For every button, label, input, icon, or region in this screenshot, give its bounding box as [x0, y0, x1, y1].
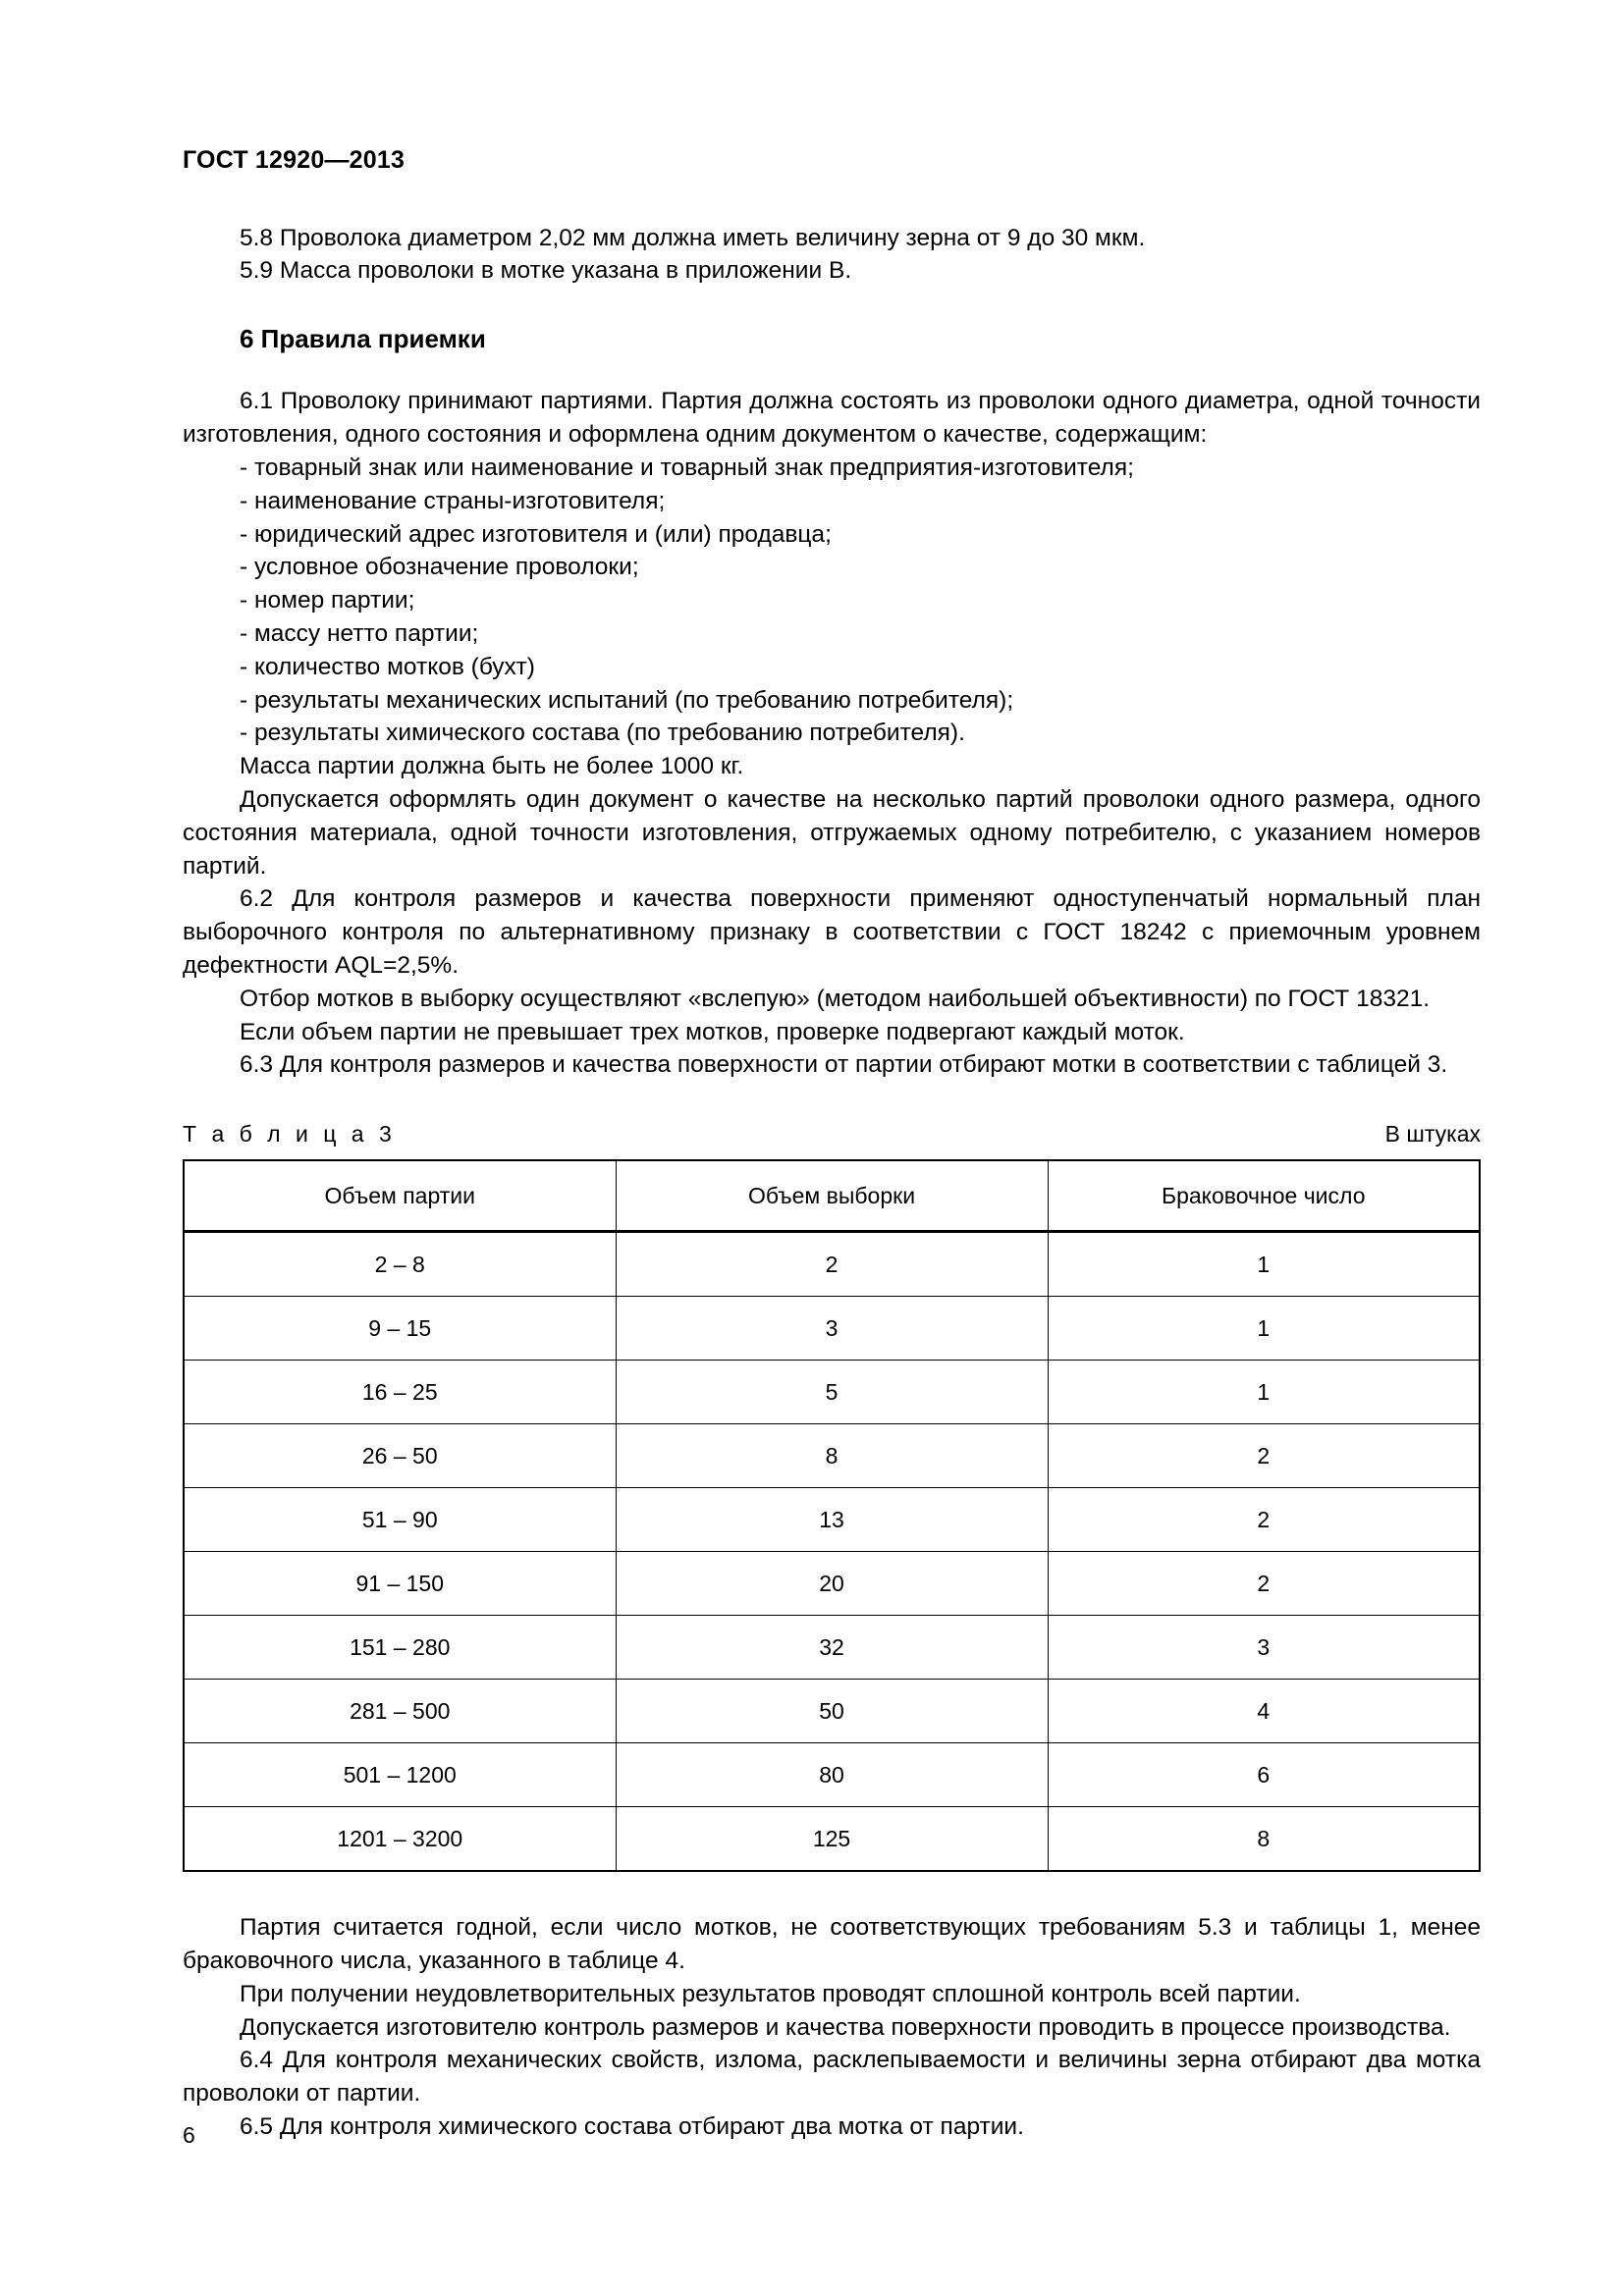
table-row [184, 1743, 1480, 1807]
page-content [183, 145, 1481, 2144]
standard-header: ГОСТ 12920—2013 [183, 146, 406, 174]
paragraph-batch-acceptance: Партия считается годной, если число мотков, не соответствующих требованиям 5.3 и таблицы 1, менее браковочного числа, указанного в таблице 4. [183, 1914, 1481, 1974]
cell-rejection-number: 2 [1048, 1424, 1480, 1488]
paragraph-6-3: 6.3 Для контроля размеров и качества поверхности от партии отбирают мотки в соответствии с таблицей 3. [240, 1051, 1448, 1079]
column-header-lot-size: Объем партии [184, 1160, 616, 1232]
cell-lot-size: 16 – 25 [184, 1361, 616, 1424]
batch-mass-line: Масса партии должна быть не более 1000 кг. [240, 753, 744, 780]
table-row [184, 1552, 1480, 1616]
list-item: - юридический адрес изготовителя и (или) продавца; [240, 520, 832, 548]
cell-sample-size: 13 [616, 1488, 1048, 1552]
table-caption: Т а б л и ц а 3 [183, 1121, 397, 1148]
table-header-row [184, 1160, 1480, 1232]
paragraph-single-document: Допускается оформлять один документ о качестве на несколько партий проволоки одного размера, одного состояния материала, одной точности изготовления, отгружаемых одному потребителю, с указанием номеров партий. [183, 785, 1481, 880]
list-item: - товарный знак или наименование и товарный знак предприятия-изготовителя; [240, 454, 1134, 482]
page-number: 6 [183, 2122, 195, 2148]
table-3-sampling [183, 1159, 1481, 1872]
list-item: - условное обозначение проволоки; [240, 554, 639, 581]
list-item: - номер партии; [240, 587, 415, 614]
cell-sample-size: 20 [616, 1552, 1048, 1616]
cell-rejection-number: 4 [1048, 1680, 1480, 1743]
cell-sample-size: 5 [616, 1361, 1048, 1424]
cell-sample-size: 80 [616, 1743, 1048, 1807]
column-header-rejection-number: Браковочное число [1048, 1160, 1480, 1232]
paragraph-three-coils: Если объем партии не превышает трех мотков, проверке подвергают каждый моток. [240, 1018, 1185, 1045]
cell-rejection-number: 8 [1048, 1807, 1480, 1872]
cell-sample-size: 2 [616, 1232, 1048, 1297]
cell-sample-size: 50 [616, 1680, 1048, 1743]
table-row [184, 1232, 1480, 1297]
column-header-sample-size: Объем выборки [616, 1160, 1048, 1232]
table-row [184, 1488, 1480, 1552]
table-row [184, 1361, 1480, 1424]
table-row [184, 1680, 1480, 1743]
cell-lot-size: 501 – 1200 [184, 1743, 616, 1807]
paragraph-6-4: 6.4 Для контроля механических свойств, излома, расклепываемости и величины зерна отбирают два мотка проволоки от партии. [183, 2047, 1481, 2108]
list-item: - результаты механических испытаний (по требованию потребителя); [240, 686, 1014, 714]
cell-lot-size: 91 – 150 [184, 1552, 616, 1616]
table-caption-row [183, 1121, 1481, 1148]
cell-rejection-number: 1 [1048, 1361, 1480, 1424]
cell-lot-size: 281 – 500 [184, 1680, 616, 1743]
cell-lot-size: 26 – 50 [184, 1424, 616, 1488]
table-row [184, 1616, 1480, 1680]
paragraph-6-1: 6.1 Проволоку принимают партиями. Партия должна состоять из проволоки одного диаметра, одной точности изготовления, одного состояния и оформлена одним документом о качестве, содержащим: [183, 388, 1481, 449]
quality-document-bullets [183, 452, 1481, 750]
list-item: - наименование страны-изготовителя; [240, 487, 666, 514]
list-item: - результаты химического состава (по требованию потребителя). [240, 720, 965, 747]
clause-5-9: 5.9 Масса проволоки в мотке указана в приложении В. [240, 257, 852, 285]
paragraph-manufacturer-control: Допускается изготовителю контроль размеров и качества поверхности проводить в процессе производства. [240, 2013, 1451, 2041]
after-table-text [183, 1911, 1481, 2144]
table-row [184, 1807, 1480, 1872]
cell-lot-size: 51 – 90 [184, 1488, 616, 1552]
paragraph-6-5: 6.5 Для контроля химического состава отбирают два мотка от партии. [240, 2112, 1024, 2140]
cell-sample-size: 32 [616, 1616, 1048, 1680]
table-row [184, 1297, 1480, 1361]
list-item: - массу нетто партии; [240, 620, 479, 647]
table-body [184, 1232, 1480, 1872]
cell-lot-size: 9 – 15 [184, 1297, 616, 1361]
cell-lot-size: 151 – 280 [184, 1616, 616, 1680]
cell-lot-size: 2 – 8 [184, 1232, 616, 1297]
cell-sample-size: 3 [616, 1297, 1048, 1361]
cell-lot-size: 1201 – 3200 [184, 1807, 616, 1872]
paragraph-unsatisfactory-results: При получении неудовлетворительных результатов проводят сплошной контроль всей партии. [240, 1980, 1301, 2007]
paragraph-coil-selection: Отбор мотков в выборку осуществляют «вслепую» (методом наибольшей объективности) по ГОСТ 18321. [240, 985, 1431, 1012]
clause-5-8: 5.8 Проволока диаметром 2,02 мм должна иметь величину зерна от 9 до 30 мкм. [240, 225, 1146, 251]
cell-rejection-number: 6 [1048, 1743, 1480, 1807]
paragraph-6-2: 6.2 Для контроля размеров и качества поверхности применяют одноступенчатый нормальный план выборочного контроля по альтернативному признаку в соответствии с ГОСТ 18242 с приемочным уровнем дефектности AQL=2,5%. [183, 885, 1481, 979]
list-item: - количество мотков (бухт) [240, 653, 535, 680]
cell-rejection-number: 1 [1048, 1232, 1480, 1297]
section-heading-6: 6 Правила приемки [240, 323, 486, 353]
cell-rejection-number: 3 [1048, 1616, 1480, 1680]
table-row [184, 1424, 1480, 1488]
cell-rejection-number: 1 [1048, 1297, 1480, 1361]
table-head [184, 1160, 1480, 1232]
table-units-label: В штуках [1384, 1121, 1481, 1148]
cell-sample-size: 125 [616, 1807, 1048, 1872]
cell-rejection-number: 2 [1048, 1488, 1480, 1552]
cell-sample-size: 8 [616, 1424, 1048, 1488]
cell-rejection-number: 2 [1048, 1552, 1480, 1616]
